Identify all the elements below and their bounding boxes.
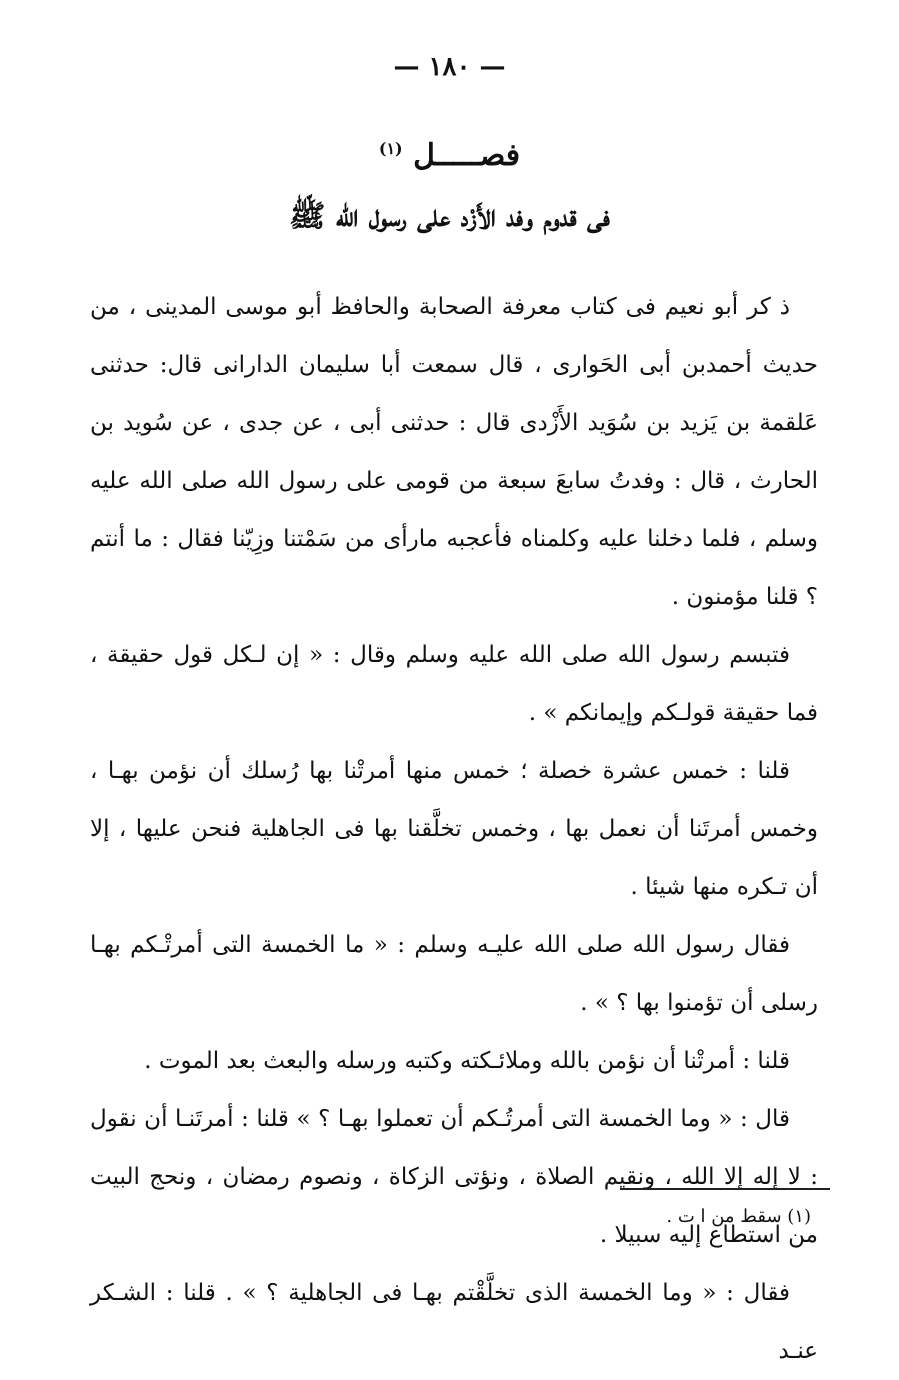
section-heading: [0, 138, 899, 173]
paragraph: فقال : « وما الخمسة الذى تخلَّقْتم بهـا فى الجاهلية ؟ » . قلنا : الشـكر عنـد: [90, 1280, 818, 1364]
paragraph: قلنا : أمرتْنا أن نؤمن بالله وملائـكته وكتبه ورسله والبعث بعد الموت .: [144, 1048, 790, 1074]
footnote: (١) سقط من ا ت .: [666, 1206, 811, 1227]
footnote-divider: [620, 1188, 830, 1190]
footnote-reference: (١): [378, 139, 403, 158]
paragraph: فقال رسول الله صلى الله عليـه وسلم : « ما الخمسة التى أمرتْـكم بهـا رسلى أن تؤمنوا بها ؟ » .: [90, 932, 818, 1016]
section-heading-text: فصـــــل: [413, 138, 521, 173]
paragraph: فتبسم رسول الله صلى الله عليه وسلم وقال : « إن لـكل قول حقيقة ، فما حقيقة قولـكم وإيمانكم » .: [90, 642, 818, 726]
paragraph: قال : « وما الخمسة التى أمرتُـكم أن تعملوا بهـا ؟ » قلنا : أمرتَنـا أن نقول : لا إله إلا الله ، ونقيم الصلاة ، ونؤتى الزكاة ، ونصوم رمضان ، ونحج البيت من استطاع إليه سبيلا .: [90, 1106, 818, 1248]
paragraph: قلنا : خمس عشرة خصلة ؛ خمس منها أمرتْنا بها رُسلك أن نؤمن بهـا ، وخمس أمرتَنا أن نعمل بها ، وخمس تخلَّقنا بها فى الجاهلية فنحن عليها ، إلا أن تـكره منها شيئا .: [90, 758, 818, 900]
section-subtitle: فى قدوم وفد الأَزْد على رسول الله ﷺ: [289, 199, 610, 234]
page-number: — ١٨٠ —: [393, 52, 506, 82]
paragraph: ذ كر أبو نعيم فى كتاب معرفة الصحابة والحافظ أبو موسى المدينى ، من حديث أحمدبن أبى الحَوارى ، قال سمعت أبا سليمان الدارانى قال: حدثنى عَلقمة بن يَزيد بن سُوَيد الأَزْدى قال : حدثنى أبى ، عن جدى ، عن سُويد بن الحارث ، قال : وفدتُ سابعَ سبعة من قومى على رسول الله صلى الله عليه وسلم ، فلما دخلنا عليه وكلمناه فأعجبه مارأى من سَمْتنا وزِيّنا فقال : ما أنتم ؟ قلنا مؤمنون .: [90, 294, 818, 610]
